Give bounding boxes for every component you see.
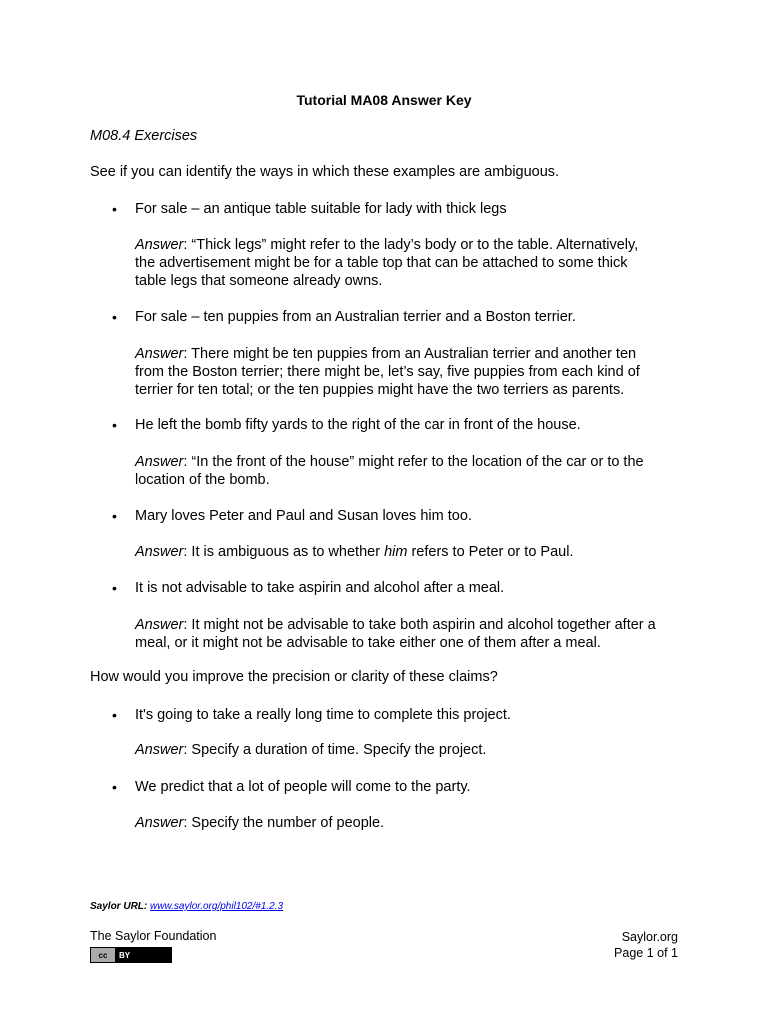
answer-label: Answer: [135, 544, 184, 560]
answer-line: from the Boston terrier; there might be, let’s say, five puppies from each kind of: [135, 364, 640, 380]
bullet-icon: •: [112, 309, 117, 325]
answer-line: meal, or it might not be advisable to take either one of them after a meal.: [135, 635, 601, 651]
list-item: It is not advisable to take aspirin and alcohol after a meal.: [135, 580, 505, 596]
answer-text: refers to Peter or to Paul.: [407, 544, 574, 560]
answer-line: There might be ten puppies from an Australian terrier and another ten: [191, 346, 637, 362]
answer-label: Answer: [135, 237, 184, 253]
answer-line: table legs that someone already owns.: [135, 273, 383, 289]
bullet-icon: •: [112, 508, 117, 524]
intro-text: See if you can identify the ways in which these examples are ambiguous.: [90, 164, 560, 180]
answer-block: Answer: Specify the number of people.: [135, 815, 385, 831]
answer-block: Answer: “In the front of the house” might refer to the location of the car or to the location of the bomb.: [135, 454, 644, 488]
answer-line: It might not be advisable to take both aspirin and alcohol together after a: [191, 617, 656, 633]
answer-block: Answer: Specify a duration of time. Specify the project.: [135, 742, 487, 758]
answer-line: location of the bomb.: [135, 472, 270, 488]
bullet-icon: •: [112, 201, 117, 217]
list-item: Mary loves Peter and Paul and Susan loves him too.: [135, 508, 472, 524]
list-item: It's going to take a really long time to complete this project.: [135, 707, 511, 723]
cc-icon: cc: [91, 948, 115, 962]
page-number: Page 1 of 1: [614, 946, 678, 960]
url-label: Saylor URL:: [90, 901, 151, 912]
intro-text: How would you improve the precision or clarity of these claims?: [90, 669, 498, 685]
answer-label: Answer: [135, 454, 184, 470]
by-label: BY: [119, 950, 131, 960]
answer-emphasis: him: [384, 544, 408, 560]
cc-license-badge: [90, 947, 172, 963]
answer-line: terrier for ten total; or the ten puppies might have the two terriers as parents.: [135, 382, 625, 398]
footer-site: Saylor.org: [621, 930, 678, 944]
section-heading: M08.4 Exercises: [90, 128, 198, 144]
page-title: Tutorial MA08 Answer Key: [296, 92, 472, 108]
bullet-icon: •: [112, 417, 117, 433]
bullet-icon: •: [112, 779, 117, 795]
list-item: For sale – an antique table suitable for lady with thick legs: [135, 201, 507, 217]
answer-line: the advertisement might be for a table top that can be attached to some thick: [135, 255, 628, 271]
bullet-icon: •: [112, 707, 117, 723]
list-item: For sale – ten puppies from an Australian terrier and a Boston terrier.: [135, 309, 576, 325]
answer-line: “In the front of the house” might refer to the location of the car or to the: [191, 454, 644, 470]
url-link[interactable]: www.saylor.org/phil102/#1.2.3: [150, 901, 284, 912]
saylor-url: [90, 901, 283, 912]
bullet-icon: •: [112, 580, 117, 596]
answer-text: Specify the number of people.: [191, 815, 385, 831]
answer-text: Specify a duration of time. Specify the project.: [191, 742, 487, 758]
answer-block: Answer: It is ambiguous as to whether him refers to Peter or to Paul.: [135, 544, 574, 560]
answer-line: “Thick legs” might refer to the lady’s body or to the table. Alternatively,: [191, 237, 639, 253]
answer-label: Answer: [135, 815, 184, 831]
answer-block: Answer: “Thick legs” might refer to the lady’s body or to the table. Alternatively, the advertisement might be for a table top that can be attached to some thick table legs that someone already owns.: [135, 237, 639, 289]
answer-block: Answer: It might not be advisable to take both aspirin and alcohol together after a meal, or it might not be advisable to take either one of them after a meal.: [135, 617, 656, 651]
answer-text: It is ambiguous as to whether: [191, 544, 385, 560]
list-item: He left the bomb fifty yards to the right of the car in front of the house.: [135, 417, 581, 433]
answer-label: Answer: [135, 617, 184, 633]
footer-right: [614, 929, 678, 961]
list-item: We predict that a lot of people will come to the party.: [135, 779, 471, 795]
answer-label: Answer: [135, 742, 184, 758]
answer-label: Answer: [135, 346, 184, 362]
footer-org: The Saylor Foundation: [90, 929, 217, 943]
answer-block: Answer: There might be ten puppies from an Australian terrier and another ten from the Boston terrier; there might be, let’s say, five puppies from each kind of terrier for ten total; or the ten puppies might have the two terriers as parents.: [135, 346, 640, 398]
